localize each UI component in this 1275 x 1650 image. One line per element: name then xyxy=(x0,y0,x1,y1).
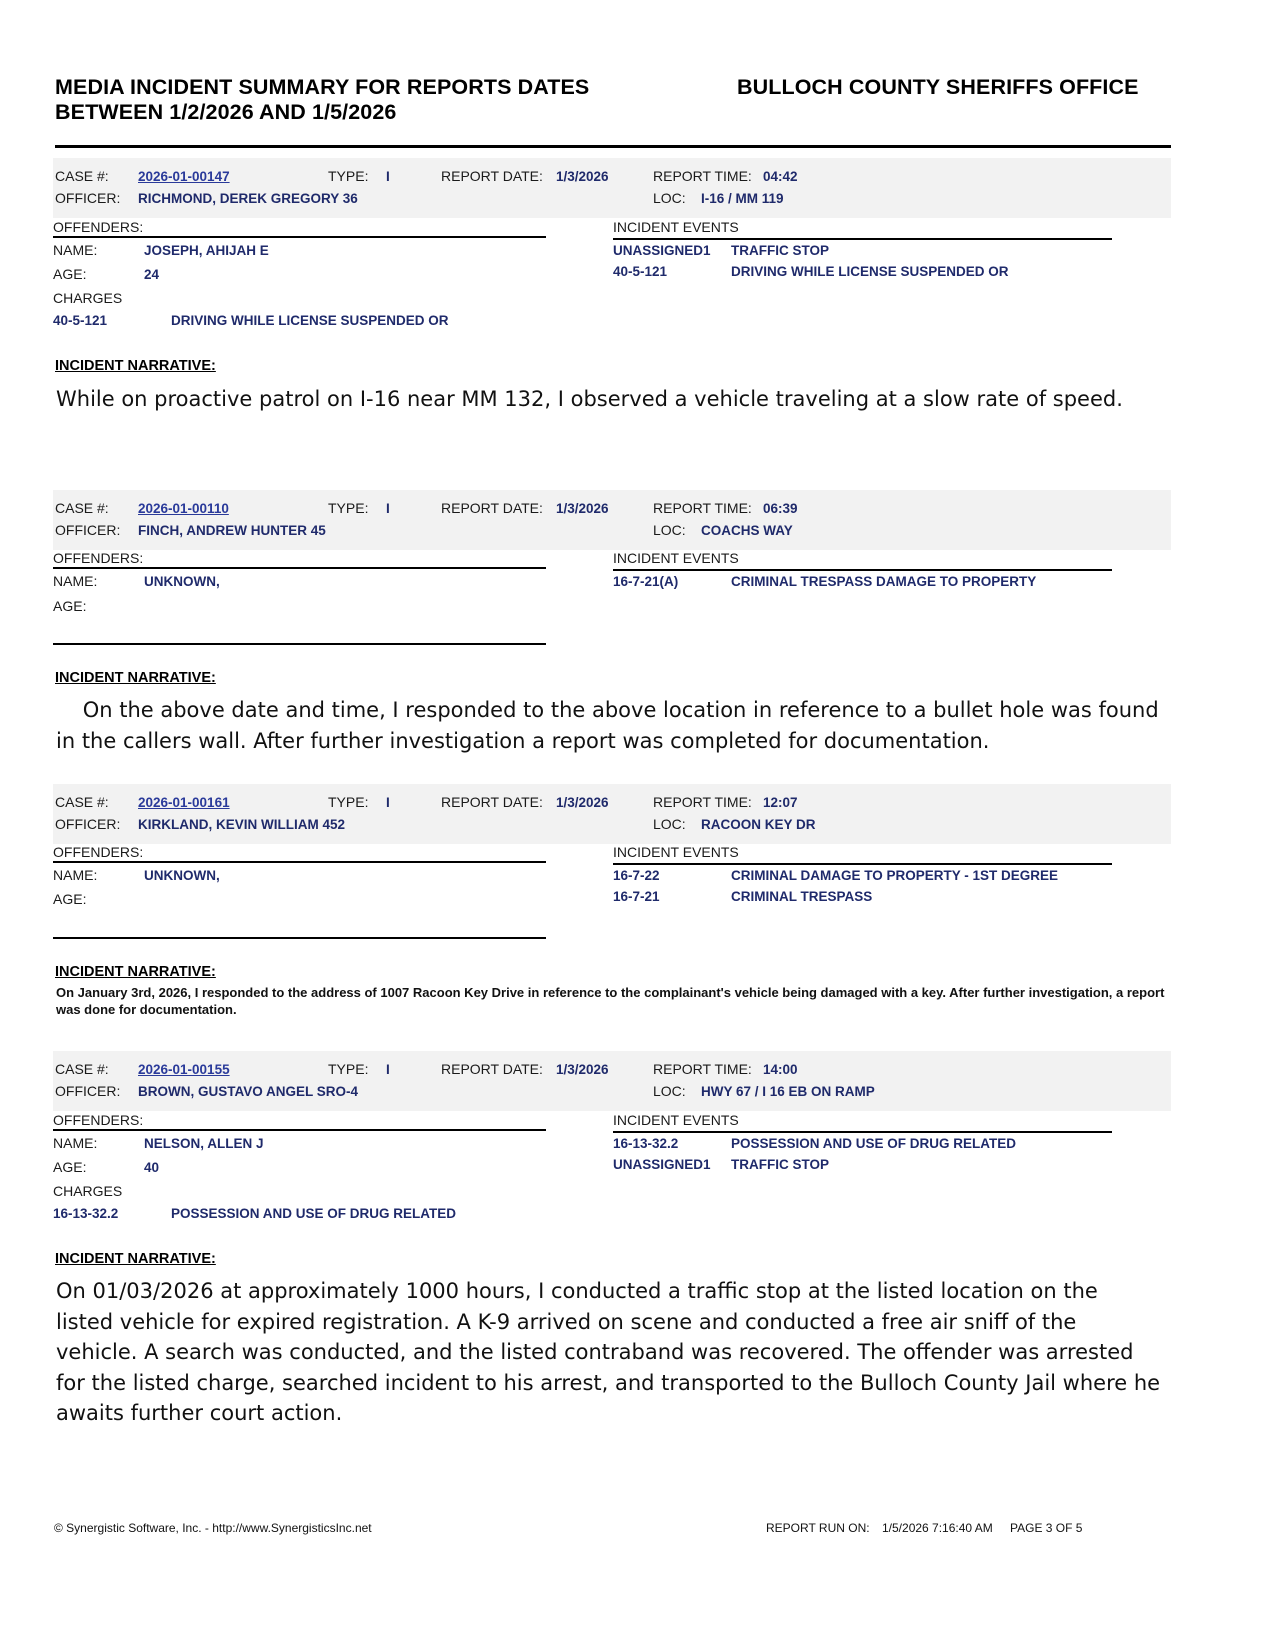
officer-label: OFFICER: xyxy=(55,1083,121,1099)
type-value: I xyxy=(386,169,390,184)
location-value: HWY 67 / I 16 EB ON RAMP xyxy=(701,1084,875,1099)
location-label: LOC: xyxy=(653,190,686,206)
narrative-heading: INCIDENT NARRATIVE: xyxy=(55,670,216,686)
location-value: RACOON KEY DR xyxy=(701,817,816,832)
event-description: CRIMINAL TRESPASS xyxy=(731,889,873,904)
type-value: I xyxy=(386,795,390,810)
case-number-link[interactable]: 2026-01-00147 xyxy=(138,169,230,184)
charges-label: CHARGES xyxy=(53,290,123,306)
report-title-line2: BETWEEN 1/2/2026 AND 1/5/2026 xyxy=(55,100,397,124)
offenders-label: OFFENDERS: xyxy=(53,1112,144,1128)
report-time-label: REPORT TIME: xyxy=(653,1061,752,1077)
location-label: LOC: xyxy=(653,522,686,538)
case-header-band xyxy=(53,1051,1171,1111)
offenders-bottom-rule xyxy=(53,643,546,645)
report-time-value: 06:39 xyxy=(763,501,798,516)
officer-value: RICHMOND, DEREK GREGORY 36 xyxy=(138,191,358,206)
narrative-text: On the above date and time, I responded to the above location in reference to a bullet hole was found in the callers wall. After further investigation a report was completed for documentation. xyxy=(56,698,1166,753)
case-number-link[interactable]: 2026-01-00110 xyxy=(138,501,229,516)
officer-label: OFFICER: xyxy=(55,190,121,206)
name-label: NAME: xyxy=(53,573,98,589)
offenders-underline xyxy=(53,567,546,569)
header-divider xyxy=(55,145,1171,148)
age-label: AGE: xyxy=(53,598,87,614)
charge-description: DRIVING WHILE LICENSE SUSPENDED OR xyxy=(171,313,449,328)
offenders-label: OFFENDERS: xyxy=(53,550,144,566)
report-time-value: 12:07 xyxy=(763,795,798,810)
event-code: 16-7-21 xyxy=(613,889,660,904)
age-label: AGE: xyxy=(53,1159,87,1175)
offender-name: UNKNOWN, xyxy=(144,868,220,883)
type-value: I xyxy=(386,501,390,516)
report-time-label: REPORT TIME: xyxy=(653,794,752,810)
case-number-label: CASE #: xyxy=(55,1061,109,1077)
event-description: TRAFFIC STOP xyxy=(731,1157,830,1172)
offenders-label: OFFENDERS: xyxy=(53,844,144,860)
offenders-underline xyxy=(53,861,546,863)
offenders-label: OFFENDERS: xyxy=(53,219,144,235)
footer-copyright: © Synergistic Software, Inc. - http://www.SynergisticsInc.net xyxy=(54,1521,372,1535)
events-underline xyxy=(613,1131,1112,1133)
narrative-text: While on proactive patrol on I-16 near MM 132, I observed a vehicle traveling at a slow rate of speed. xyxy=(56,387,1123,411)
events-underline xyxy=(613,569,1112,571)
type-label: TYPE: xyxy=(328,794,369,810)
location-label: LOC: xyxy=(653,1083,686,1099)
officer-value: FINCH, ANDREW HUNTER 45 xyxy=(138,523,326,538)
report-date-value: 1/3/2026 xyxy=(556,501,609,516)
report-time-label: REPORT TIME: xyxy=(653,500,752,516)
name-label: NAME: xyxy=(53,867,98,883)
event-code: 40-5-121 xyxy=(613,264,668,279)
age-label: AGE: xyxy=(53,266,87,282)
case-number-label: CASE #: xyxy=(55,168,109,184)
offenders-underline xyxy=(53,1129,546,1131)
offender-age: 40 xyxy=(144,1160,160,1175)
narrative-text: On January 3rd, 2026, I responded to the address of 1007 Racoon Key Drive in reference to the complainant's vehicle being damaged with a key. After further investigation, a report was done for documentation. xyxy=(56,985,1165,1017)
incident-events-label: INCIDENT EVENTS xyxy=(613,550,739,566)
officer-label: OFFICER: xyxy=(55,816,121,832)
report-date-label: REPORT DATE: xyxy=(441,168,543,184)
type-label: TYPE: xyxy=(328,168,369,184)
type-value: I xyxy=(386,1062,390,1077)
report-time-value: 04:42 xyxy=(763,169,798,184)
name-label: NAME: xyxy=(53,1135,98,1151)
report-date-label: REPORT DATE: xyxy=(441,794,543,810)
report-time-label: REPORT TIME: xyxy=(653,168,752,184)
narrative-text: On 01/03/2026 at approximately 1000 hours, I conducted a traffic stop at the listed location on the listed vehicle for expired registration. A K-9 arrived on scene and conducted a free air sniff of the vehicle. A search was conducted, and the listed contraband was recovered. The offender was arrested for the listed charge, searched incident to his arrest, and transported to the Bulloch County Jail where he awaits further court action. xyxy=(56,1279,1161,1425)
offenders-bottom-rule xyxy=(53,937,546,939)
event-code: 16-7-21(A) xyxy=(613,574,679,589)
case-number-link[interactable]: 2026-01-00155 xyxy=(138,1062,230,1077)
report-date-value: 1/3/2026 xyxy=(556,1062,609,1077)
charge-code: 40-5-121 xyxy=(53,313,108,328)
report-title-line1: MEDIA INCIDENT SUMMARY FOR REPORTS DATES xyxy=(55,75,590,99)
footer-page-number: PAGE 3 OF 5 xyxy=(1010,1521,1083,1535)
name-label: NAME: xyxy=(53,242,98,258)
narrative-heading: INCIDENT NARRATIVE: xyxy=(55,358,216,374)
case-header-band xyxy=(53,784,1171,844)
report-date-value: 1/3/2026 xyxy=(556,795,609,810)
events-underline xyxy=(613,238,1112,240)
narrative-heading: INCIDENT NARRATIVE: xyxy=(55,964,216,980)
case-header-band xyxy=(53,158,1171,218)
officer-value: BROWN, GUSTAVO ANGEL SRO-4 xyxy=(138,1084,359,1099)
location-value: I-16 / MM 119 xyxy=(701,191,784,206)
report-date-label: REPORT DATE: xyxy=(441,1061,543,1077)
event-description: TRAFFIC STOP xyxy=(731,243,830,258)
age-label: AGE: xyxy=(53,891,87,907)
event-code: 16-13-32.2 xyxy=(613,1136,679,1151)
footer-run-on-label: REPORT RUN ON: xyxy=(766,1521,870,1535)
incident-events-label: INCIDENT EVENTS xyxy=(613,1112,739,1128)
officer-value: KIRKLAND, KEVIN WILLIAM 452 xyxy=(138,817,346,832)
event-code: UNASSIGNED1 xyxy=(613,1157,711,1172)
event-code: UNASSIGNED1 xyxy=(613,243,711,258)
offender-name: NELSON, ALLEN J xyxy=(144,1136,264,1151)
offenders-underline xyxy=(53,236,546,238)
report-title xyxy=(55,75,589,125)
case-number-link[interactable]: 2026-01-00161 xyxy=(138,795,230,810)
case-header-band xyxy=(53,490,1171,550)
agency-name: BULLOCH COUNTY SHERIFFS OFFICE xyxy=(737,75,1139,99)
location-value: COACHS WAY xyxy=(701,523,793,538)
event-code: 16-7-22 xyxy=(613,868,660,883)
report-time-value: 14:00 xyxy=(763,1062,798,1077)
charges-label: CHARGES xyxy=(53,1183,123,1199)
event-description: DRIVING WHILE LICENSE SUSPENDED OR xyxy=(731,264,1009,279)
event-description: CRIMINAL TRESPASS DAMAGE TO PROPERTY xyxy=(731,574,1037,589)
incident-events-label: INCIDENT EVENTS xyxy=(613,219,739,235)
narrative-heading: INCIDENT NARRATIVE: xyxy=(55,1251,216,1267)
report-date-value: 1/3/2026 xyxy=(556,169,609,184)
offender-name: UNKNOWN, xyxy=(144,574,220,589)
offender-age: 24 xyxy=(144,267,160,282)
location-label: LOC: xyxy=(653,816,686,832)
officer-label: OFFICER: xyxy=(55,522,121,538)
case-number-label: CASE #: xyxy=(55,500,109,516)
events-underline xyxy=(613,863,1112,865)
type-label: TYPE: xyxy=(328,1061,369,1077)
type-label: TYPE: xyxy=(328,500,369,516)
report-date-label: REPORT DATE: xyxy=(441,500,543,516)
footer-run-on-value: 1/5/2026 7:16:40 AM xyxy=(882,1521,993,1535)
offender-name: JOSEPH, AHIJAH E xyxy=(144,243,269,258)
charge-description: POSSESSION AND USE OF DRUG RELATED xyxy=(171,1206,457,1221)
event-description: CRIMINAL DAMAGE TO PROPERTY - 1ST DEGREE xyxy=(731,868,1059,883)
charge-code: 16-13-32.2 xyxy=(53,1206,119,1221)
case-number-label: CASE #: xyxy=(55,794,109,810)
event-description: POSSESSION AND USE OF DRUG RELATED xyxy=(731,1136,1017,1151)
incident-events-label: INCIDENT EVENTS xyxy=(613,844,739,860)
